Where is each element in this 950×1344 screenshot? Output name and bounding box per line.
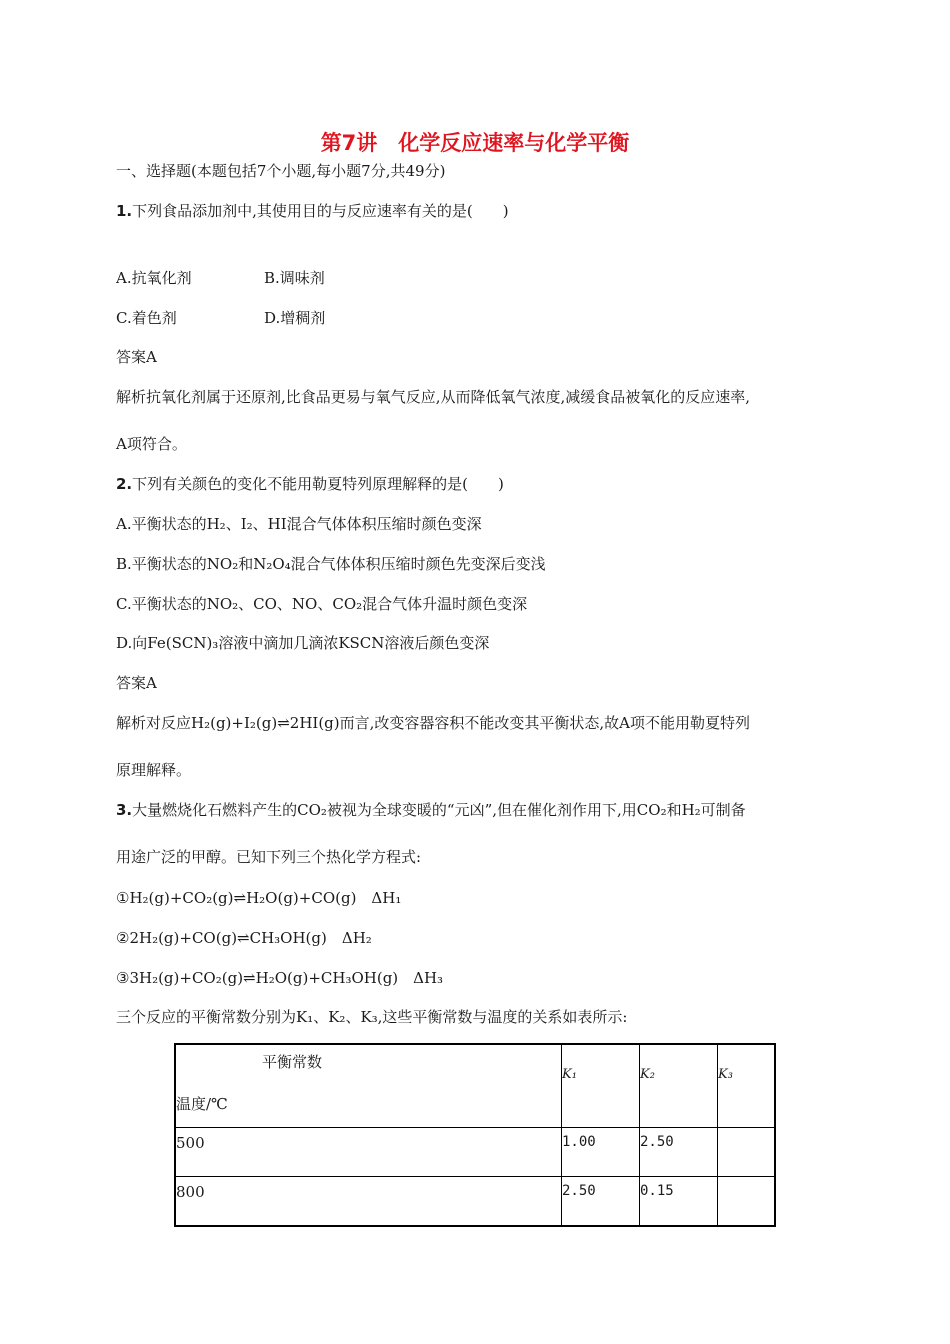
column-header-k1: K₁: [562, 1044, 640, 1128]
header-constant-label: 平衡常数: [262, 1053, 323, 1071]
q2-answer: 答案A: [116, 674, 157, 692]
q1-answer: 答案A: [116, 348, 157, 366]
q3-equation-2: ②2H₂(g)+CO(g)⇌CH₃OH(g) ΔH₂: [116, 929, 372, 947]
q1-option-row-2: [116, 308, 326, 328]
temperature-cell: 800: [175, 1177, 562, 1227]
question-2-stem: [116, 474, 504, 494]
question-number: 3.: [116, 801, 133, 819]
q3-table-intro: 三个反应的平衡常数分别为K₁、K₂、K₃,这些平衡常数与温度的关系如表所示:: [116, 1008, 628, 1026]
question-3-stem: [116, 800, 746, 820]
section-heading: 一、选择题(本题包括7个小题,每小题7分,共49分): [116, 162, 446, 180]
question-1-stem: [116, 201, 509, 221]
q1-analysis-line-1: 解析抗氧化剂属于还原剂,比食品更易与氧气反应,从而降低氧气浓度,减缓食品被氧化的反应速率,: [116, 388, 751, 406]
q1-option-d: D.增稠剂: [264, 309, 326, 327]
q2-analysis-line-2: 原理解释。: [116, 761, 192, 779]
equilibrium-constant-table: [174, 1043, 776, 1227]
page-title: 第7讲 化学反应速率与化学平衡: [320, 131, 630, 155]
question-number: 1.: [116, 202, 133, 220]
q3-stem-line-2: 用途广泛的甲醇。已知下列三个热化学方程式:: [116, 848, 422, 866]
question-number: 2.: [116, 475, 133, 493]
k3-cell: [718, 1128, 776, 1177]
k1-cell: 1.00: [562, 1128, 640, 1177]
q1-option-a: A.抗氧化剂: [116, 269, 192, 287]
q2-option-a: A.平衡状态的H₂、I₂、HI混合气体体积压缩时颜色变深: [116, 515, 482, 533]
temperature-cell: 500: [175, 1128, 562, 1177]
diagonal-header-cell: [175, 1044, 562, 1128]
q1-option-c: C.着色剂: [116, 309, 177, 327]
q1-option-b: B.调味剂: [264, 269, 325, 287]
q1-analysis-line-2: A项符合。: [116, 435, 187, 453]
header-temperature-label: 温度/℃: [176, 1095, 228, 1113]
k2-cell: 0.15: [640, 1177, 718, 1227]
k3-cell: [718, 1177, 776, 1227]
q2-option-d: D.向Fe(SCN)₃溶液中滴加几滴浓KSCN溶液后颜色变深: [116, 634, 490, 652]
column-header-k2: K₂: [640, 1044, 718, 1128]
table-row: [175, 1128, 775, 1177]
k2-cell: 2.50: [640, 1128, 718, 1177]
column-header-k3: K₃: [718, 1044, 776, 1128]
q2-analysis-line-1: 解析对反应H₂(g)+I₂(g)⇌2HI(g)而言,改变容器容积不能改变其平衡状态,故A项不能用勒夏特列: [116, 714, 751, 732]
table-header-row: [175, 1044, 775, 1128]
q2-option-b: B.平衡状态的NO₂和N₂O₄混合气体体积压缩时颜色先变深后变浅: [116, 555, 546, 573]
k1-cell: 2.50: [562, 1177, 640, 1227]
q3-equation-1: ①H₂(g)+CO₂(g)⇌H₂O(g)+CO(g) ΔH₁: [116, 889, 402, 907]
question-text: 下列有关颜色的变化不能用勒夏特列原理解释的是( ): [132, 475, 504, 493]
q1-option-row-1: [116, 268, 325, 288]
table-row: [175, 1177, 775, 1227]
question-text: 大量燃烧化石燃料产生的CO₂被视为全球变暖的“元凶”,但在催化剂作用下,用CO₂和H₂可制备: [132, 801, 746, 819]
q2-option-c: C.平衡状态的NO₂、CO、NO、CO₂混合气体升温时颜色变深: [116, 595, 528, 613]
question-text: 下列食品添加剂中,其使用目的与反应速率有关的是( ): [132, 202, 509, 220]
q3-equation-3: ③3H₂(g)+CO₂(g)⇌H₂O(g)+CH₃OH(g) ΔH₃: [116, 969, 444, 987]
